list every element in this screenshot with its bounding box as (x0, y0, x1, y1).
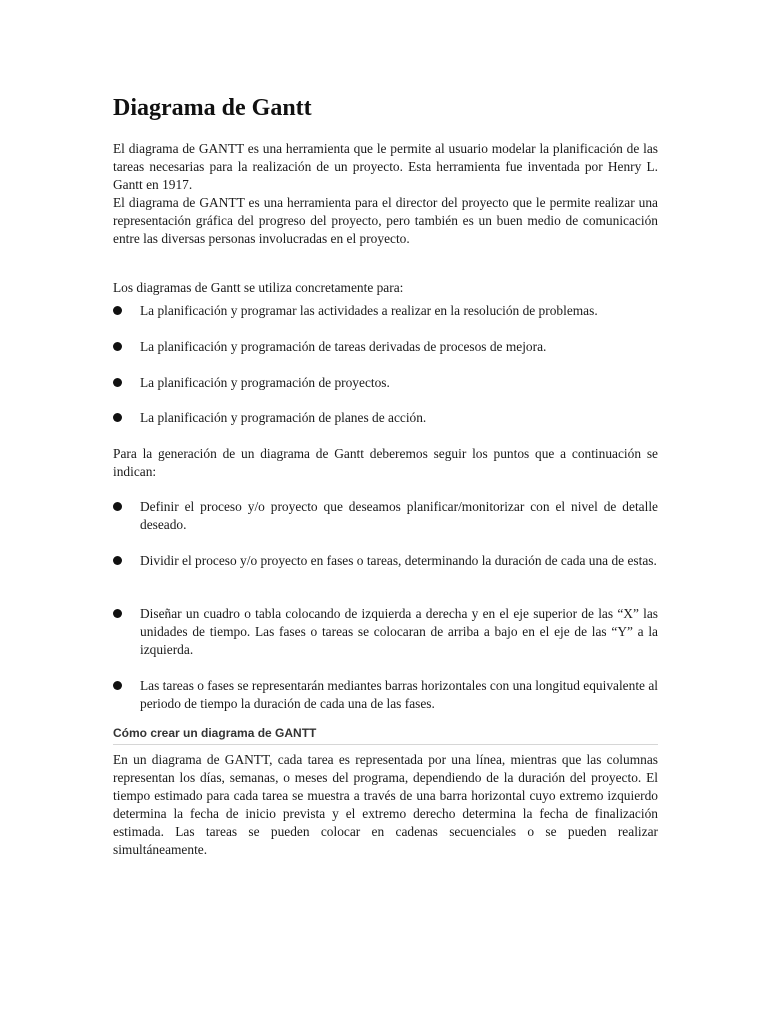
bullet-icon (113, 609, 122, 618)
bullet-icon (113, 502, 122, 511)
bullet-icon (113, 556, 122, 565)
bullet-icon (113, 342, 122, 351)
list-item-text: La planificación y programar las actividades a realizar en la resolución de problemas. (140, 303, 598, 318)
bullet-icon (113, 413, 122, 422)
intro-paragraph: El diagrama de GANTT es una herramienta que le permite al usuario modelar la planificación de las tareas necesarias para la realización de un proyecto. Esta herramienta fue inventada por Henry L. Gantt en 1917. (113, 141, 658, 192)
list-item-text: La planificación y programación de tareas derivadas de procesos de mejora. (140, 339, 547, 354)
list-item (113, 338, 658, 356)
list-item (113, 374, 658, 392)
bullet-icon (113, 378, 122, 387)
list-item-text: Definir el proceso y/o proyecto que deseamos planificar/monitorizar con el nivel de detalle deseado. (140, 499, 658, 532)
uses-intro: Los diagramas de Gantt se utiliza concretamente para: (113, 280, 404, 296)
section-paragraph: En un diagrama de GANTT, cada tarea es representada por una línea, mientras que las columnas representan los días, semanas, o meses del programa, dependiendo de la duración del proyecto. El tiempo estimado para cada tarea se muestra a través de una barra horizontal cuyo extremo izquierdo determina la fecha de inicio prevista y el extremo derecho determina la fecha de finalización estimada. Las tareas se pueden colocar en cadenas secuenciales o se pueden realizar simultáneamente. (113, 752, 658, 857)
list-item (113, 605, 658, 659)
bullet-icon (113, 306, 122, 315)
list-item-text: Diseñar un cuadro o tabla colocando de izquierda a derecha y en el eje superior de las “X” las unidades de tiempo. Las fases o tareas se colocaran de arriba a bajo en el eje de las “Y” a la izquierda. (140, 606, 658, 657)
bullet-icon (113, 681, 122, 690)
steps-intro: Para la generación de un diagrama de Gantt deberemos seguir los puntos que a continuación se indican: (113, 446, 658, 479)
document-title: Diagrama de Gantt (113, 95, 312, 121)
section-heading: Cómo crear un diagrama de GANTT (113, 726, 658, 745)
list-item-text: La planificación y programación de proyectos. (140, 375, 390, 390)
list-item (113, 677, 658, 713)
director-paragraph: El diagrama de GANTT es una herramienta para el director del proyecto que le permite realizar una representación gráfica del progreso del proyecto, pero también es un buen medio de comunicación entre las diversas personas involucradas en el proyecto. (113, 195, 658, 246)
list-item-text: Dividir el proceso y/o proyecto en fases o tareas, determinando la duración de cada una de estas. (140, 553, 657, 568)
list-item (113, 498, 658, 534)
list-item (113, 409, 658, 427)
list-item-text: La planificación y programación de planes de acción. (140, 410, 427, 425)
list-item (113, 302, 658, 320)
list-item (113, 552, 658, 570)
list-item-text: Las tareas o fases se representarán mediantes barras horizontales con una longitud equivalente al periodo de tiempo la duración de cada una de las fases. (140, 678, 658, 711)
